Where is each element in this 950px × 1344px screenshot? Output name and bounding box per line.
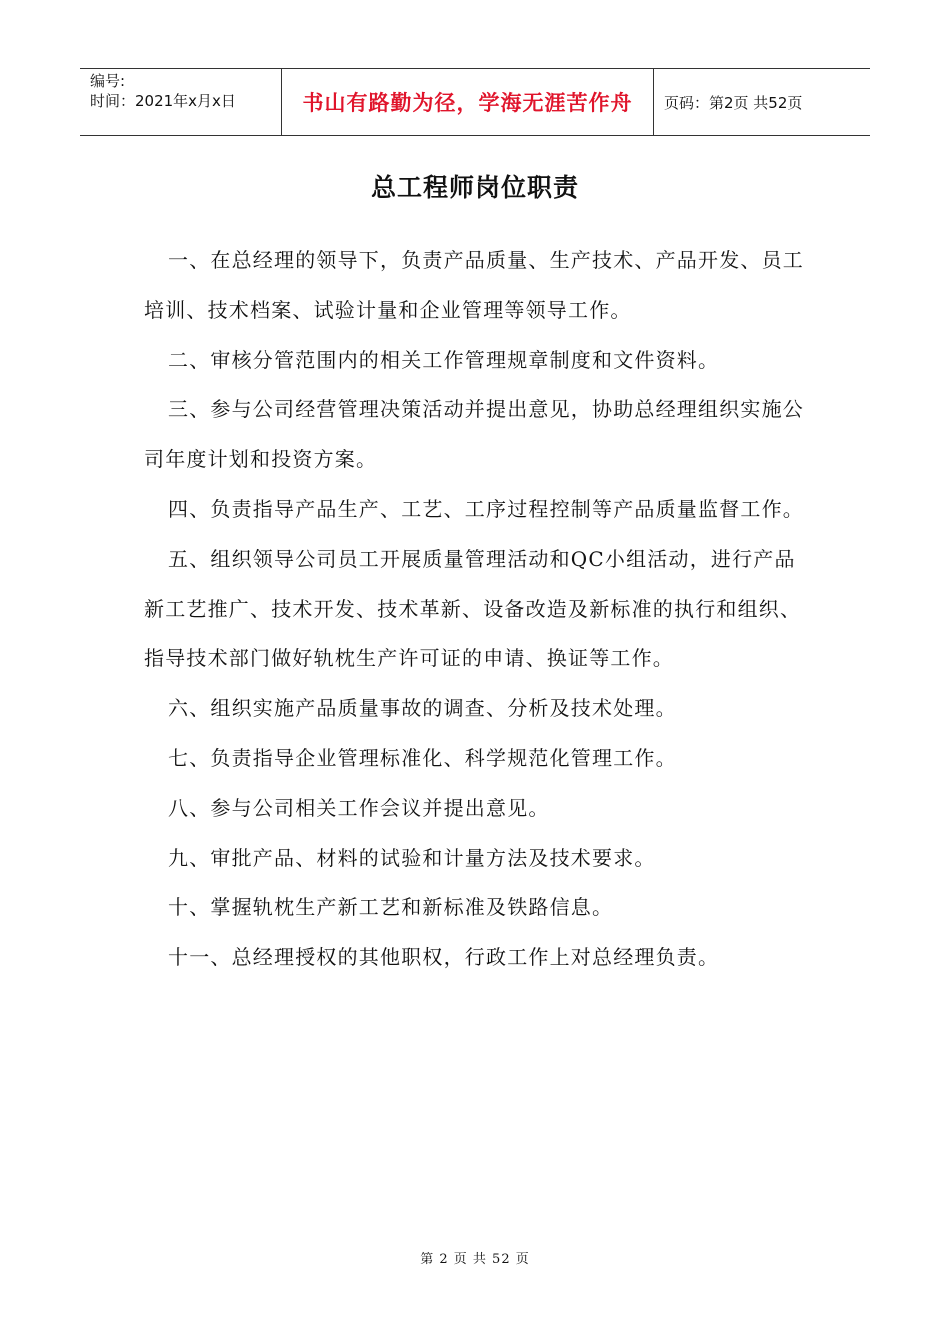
paragraph-10: 十、掌握轨枕生产新工艺和新标准及铁路信息。 — [168, 895, 614, 920]
document-body — [144, 236, 804, 983]
paragraph-11: 十一、总经理授权的其他职权，行政工作上对总经理负责。 — [168, 945, 720, 970]
paragraph-7: 七、负责指导企业管理标准化、科学规范化管理工作。 — [168, 745, 677, 770]
paragraph-5: 五、组织领导公司员工开展质量管理活动和QC小组活动，进行产品新工艺推广、技术开发、技术革新、设备改造及新标准的执行和组织、指导技术部门做好轨枕生产许可证的申请、换证等工作。 — [144, 546, 802, 671]
header-motto-cell — [282, 69, 654, 135]
motto-text: 书山有路勤为径，学海无涯苦作舟 — [302, 91, 633, 115]
paragraph-3: 三、参与公司经营管理决策活动并提出意见，协助总经理组织实施公司年度计划和投资方案。 — [144, 397, 804, 472]
document-header — [80, 68, 870, 136]
paragraph-9: 九、审批产品、材料的试验和计量方法及技术要求。 — [168, 845, 656, 870]
paragraph-8: 八、参与公司相关工作会议并提出意见。 — [168, 795, 550, 820]
page-title: 总工程师岗位职责 — [370, 173, 579, 202]
paragraph-1: 一、在总经理的领导下，负责产品质量、生产技术、产品开发、员工培训、技术档案、试验计量和企业管理等领导工作。 — [144, 248, 804, 322]
header-page-cell — [654, 69, 870, 135]
date-label: 时间：2021年x月x日 — [90, 92, 236, 110]
paragraph-4: 四、负责指导产品生产、工艺、工序过程控制等产品质量监督工作。 — [168, 496, 804, 521]
page-footer: 第 2 页 共 52 页 — [420, 1252, 530, 1267]
paragraph-6: 六、组织实施产品质量事故的调查、分析及技术处理。 — [168, 696, 677, 721]
paragraph-2: 二、审核分管范围内的相关工作管理规章制度和文件资料。 — [168, 347, 720, 372]
header-meta-cell — [80, 69, 282, 135]
serial-number-label: 编号: — [90, 72, 126, 90]
page-info: 页码：第2页 共52页 — [664, 93, 803, 112]
